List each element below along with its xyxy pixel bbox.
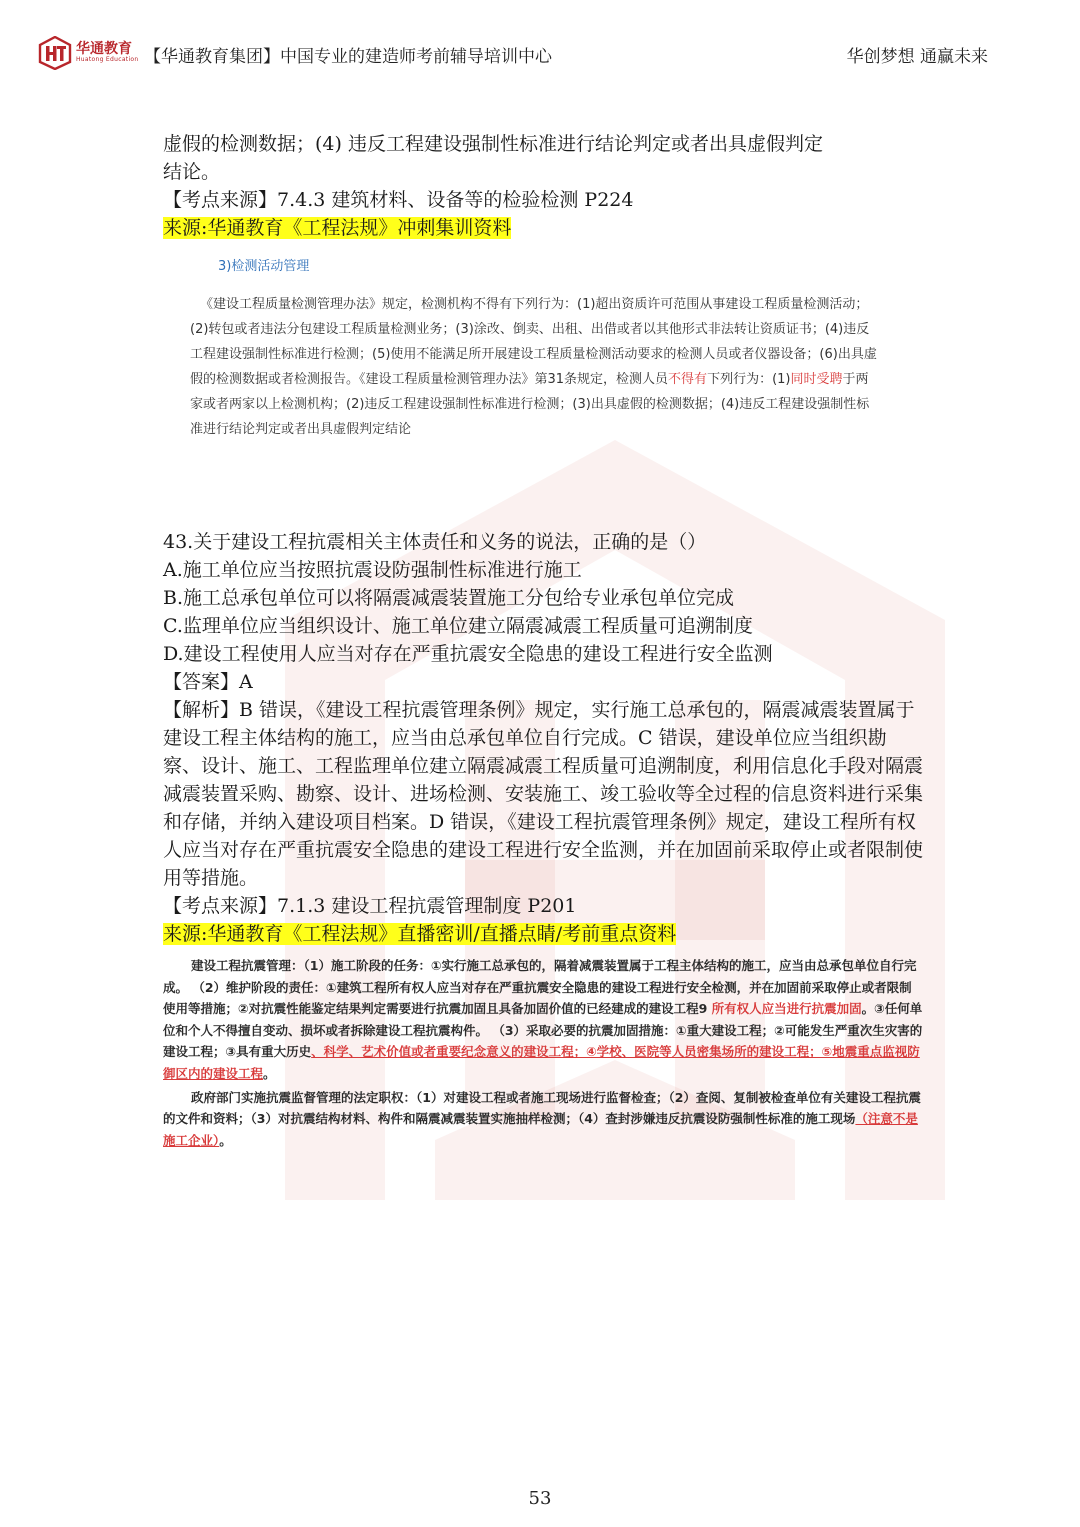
- excerpt-red-text: 不得有: [668, 372, 708, 387]
- excerpt2-paragraph-1: [163, 955, 923, 1085]
- option-d: D.建设工程使用人应当对存在严重抗震安全隐患的建设工程进行安全监测: [163, 643, 773, 665]
- main-content: [163, 130, 923, 242]
- excerpt-text: 《建设工程质量检测管理办法》规定，检测机构不得有下列行为：(1)超出资质许可范围从事建设工程质量检测活动；(2)转包或者违法分包建设工程质量检测业务；(3)涂改、倒卖、出租、出借或者以其他形式非法转让资质证书；(4)违反工程建设强制性标准进行检测；(5)使用不能满足所开展建设工程质量检测活动要求的检测人员或者仪器设备；(6)出具虚假的检测数据或者检测报告。《建设工程质量检测管理办法》第31条规定，检测人员: [190, 297, 877, 387]
- huatong-logo-icon: [38, 36, 72, 70]
- excerpt2-paragraph-2: [163, 1087, 923, 1152]
- option-a: A.施工单位应当按照抗震设防强制性标准进行施工: [163, 559, 582, 581]
- excerpt2-underlined-text: 、科学、艺术价值或者重要纪念意义的建设工程；④学校、医院等人员密集场所的建设工程；⑤地震重点监视防御区内的建设工程: [163, 1044, 920, 1081]
- intro-line-1: 虚假的检测数据；(4) 违反工程建设强制性标准进行结论判定或者出具虚假判定: [163, 133, 823, 155]
- analysis: 【解析】B 错误，《建设工程抗震管理条例》规定，实行施工总承包的，隔震减震装置属于建设工程主体结构的施工，应当由总承包单位自行完成。C 错误，建设单位应当组织勘察、设计、施工、工程监理单位建立隔震减震工程质量可追溯制度，利用信息化手段对隔震减震装置采购、勘察、设计、进场检测、安装施工、竣工验收等全过程的信息资料进行采集和存储，并纳入建设项目档案。D 错误，《建设工程抗震管理条例》规定，建设工程所有权人应当对存在严重抗震安全隐患的建设工程进行安全监测，并在加固前采取停止或者限制使用等措施。: [163, 699, 924, 889]
- page-header: [38, 36, 988, 72]
- excerpt2-text: 。③任何单位和个人不得擅自变动、损坏或者拆除建设工程抗震构件。 （3）采取必要的抗震加固措施：①重大建设工程；②可能发生严重次生灾害的建设工程；③具有重大历史: [163, 1001, 923, 1060]
- intro-line-2: 结论。: [163, 161, 221, 183]
- answer: 【答案】A: [163, 671, 253, 693]
- excerpt-red-text: 同时受聘: [790, 372, 843, 387]
- excerpt2-text: 建设工程抗震管理：（1）施工阶段的任务：①实行施工总承包的，隔着减震装置属于工程主体结构的施工，应当由总承包单位自行完成。 （2）维护阶段的责任：①建筑工程所有权人应当对存在严重抗震安全隐患的建设工程进行安全检测，并在加固前采取停止或者限制使用等措施；②对抗震性能鉴定结果判定需要进行抗震加固且具备加固价值的已经建成的建设工程9: [163, 958, 917, 1017]
- excerpt-image-1: [190, 254, 880, 442]
- brand-name-en: Huatong Education: [76, 56, 139, 63]
- material-source-2: 来源:华通教育《工程法规》直播密训/直播点睛/考前重点资料: [163, 923, 677, 945]
- option-c: C.监理单位应当组织设计、施工单位建立隔震减震工程质量可追溯制度: [163, 615, 753, 637]
- excerpt2-text: 。: [263, 1065, 276, 1081]
- question-stem: 43.关于建设工程抗震相关主体责任和义务的说法，正确的是（）: [163, 531, 707, 553]
- material-source-1: 来源:华通教育《工程法规》冲刺集训资料: [163, 217, 512, 239]
- excerpt-image-2: [163, 955, 923, 1151]
- kaodian-source-2: 【考点来源】7.1.3 建设工程抗震管理制度 P201: [163, 895, 577, 917]
- brand-name: 华通教育: [76, 41, 132, 57]
- question-block: [163, 528, 923, 948]
- excerpt-text: 于两家或者两家以上检测机构；(2)违反工程建设强制性标准进行检测；(3)出具虚假的检测数据；(4)违反工程建设强制性标准进行结论判定或者出具虚假判定结论: [190, 372, 870, 437]
- excerpt2-text: 。: [219, 1132, 232, 1148]
- excerpt2-red-text: 所有权人应当进行抗震加固: [711, 1001, 862, 1017]
- header-title: 【华通教育集团】中国专业的建造师考前辅导培训中心: [144, 47, 552, 67]
- excerpt-text: 下列行为：(1): [707, 372, 791, 387]
- page-number: 53: [528, 1488, 552, 1509]
- header-slogan: 华创梦想 通赢未来: [846, 47, 988, 67]
- excerpt-heading: 3)检测活动管理: [218, 259, 310, 274]
- kaodian-source-1: 【考点来源】7.4.3 建筑材料、设备等的检验检测 P224: [163, 189, 634, 211]
- excerpt-paragraph: [190, 292, 880, 442]
- option-b: B.施工总承包单位可以将隔震减震装置施工分包给专业承包单位完成: [163, 587, 735, 609]
- excerpt2-underlined-text: （注意不是施工企业）: [163, 1111, 918, 1148]
- excerpt2-text: 政府部门实施抗震监督管理的法定职权：（1）对建设工程或者施工现场进行监督检查；（2）查阅、复制被检查单位有关建设工程抗震的文件和资料；（3）对抗震结构材料、构件和隔震减震装置实施抽样检测；（4）查封涉嫌违反抗震设防强制性标准的施工现场: [163, 1089, 921, 1127]
